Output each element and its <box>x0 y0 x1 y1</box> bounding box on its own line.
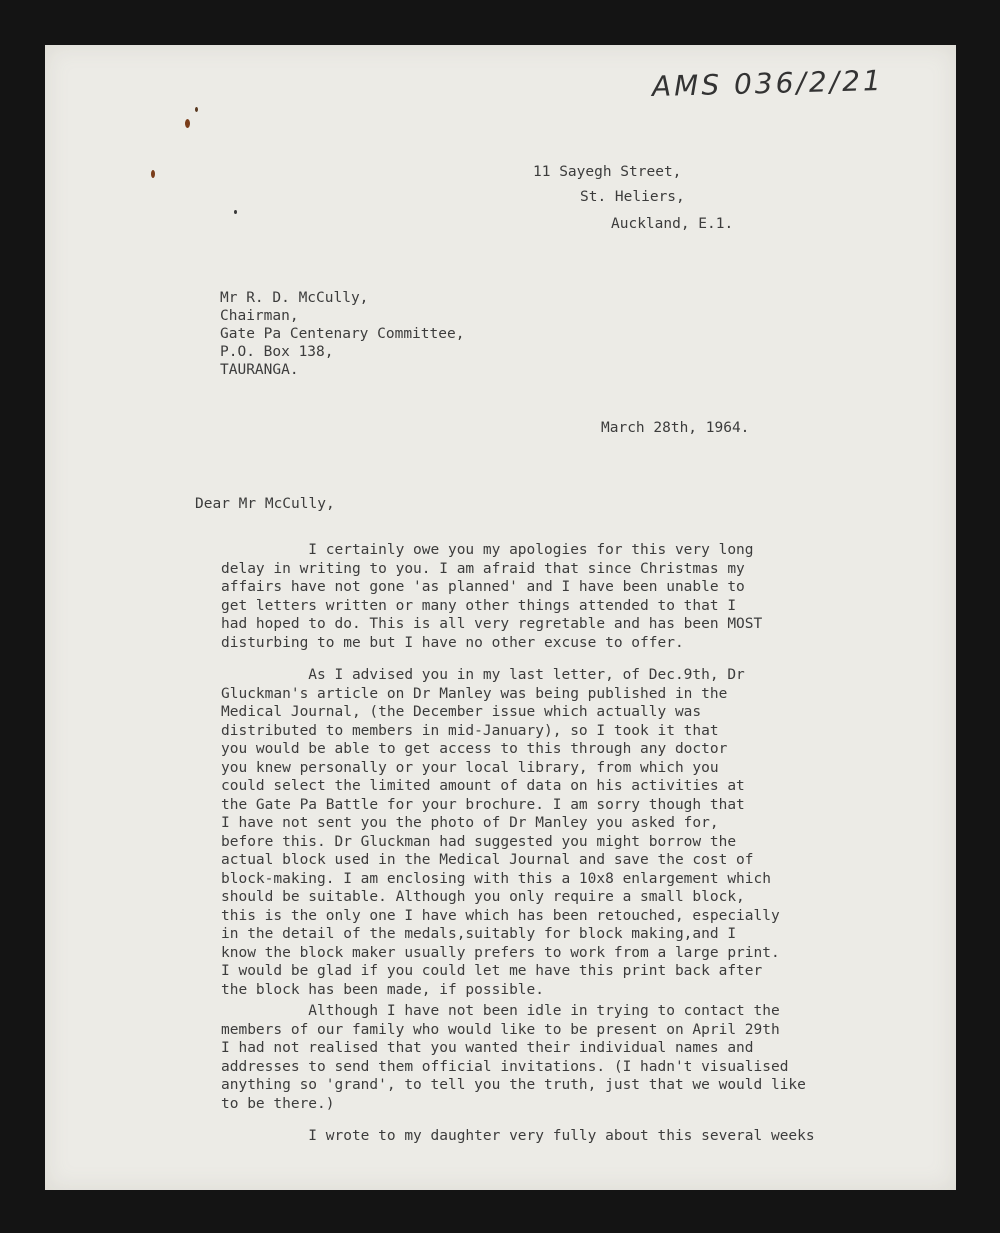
body-line: affairs have not gone 'as planned' and I have been unable to <box>221 579 745 595</box>
address-line: St. Heliers, <box>580 189 685 205</box>
body-line: delay in writing to you. I am afraid that since Christmas my <box>221 560 745 577</box>
body-line: the Gate Pa Battle for your brochure. I am sorry though that <box>221 796 745 813</box>
body-line: As I advised you in my last letter, of Dec.9th, Dr <box>221 667 745 683</box>
address-line: 11 Sayegh Street, <box>533 164 682 180</box>
body-line: could select the limited amount of data on his activities at <box>221 778 745 794</box>
ink-mark <box>185 119 190 128</box>
body-line: to be there.) <box>221 1095 335 1112</box>
body-line: I certainly owe you my apologies for this very long <box>221 542 754 558</box>
body-line: you would be able to get access to this through any doctor <box>221 741 728 757</box>
body-line: members of our family who would like to be present on April 29th <box>221 1021 780 1038</box>
recipient-line: Gate Pa Centenary Committee, <box>220 326 465 342</box>
body-line: Gluckman's article on Dr Manley was being published in the <box>221 685 728 702</box>
body-line: before this. Dr Gluckman had suggested you might borrow the <box>221 833 737 850</box>
body-line: I had not realised that you wanted their individual names and <box>221 1040 754 1056</box>
body-line: the block has been made, if possible. <box>221 981 545 998</box>
address-line: Auckland, E.1. <box>611 216 734 232</box>
body-line: I would be glad if you could let me have this print back after <box>221 963 763 979</box>
archive-reference: AMS 036/2/21 <box>651 63 885 104</box>
body-line: I have not sent you the photo of Dr Manley you asked for, <box>221 815 719 831</box>
salutation: Dear Mr McCully, <box>195 496 335 512</box>
letter-page <box>45 45 956 1190</box>
recipient-line: Chairman, <box>220 308 299 324</box>
ink-mark <box>151 170 155 178</box>
body-line: you knew personally or your local library, from which you <box>221 759 719 776</box>
body-line: know the block maker usually prefers to work from a large print. <box>221 944 780 961</box>
body-line: anything so 'grand', to tell you the truth, just that we would like <box>221 1077 806 1093</box>
body-line: actual block used in the Medical Journal and save the cost of <box>221 852 754 868</box>
ink-mark <box>234 210 237 214</box>
body-line: block-making. I am enclosing with this a 10x8 enlargement which <box>221 870 771 887</box>
body-line: should be suitable. Although you only require a small block, <box>221 889 745 905</box>
body-line: in the detail of the medals,suitably for block making,and I <box>221 926 737 942</box>
body-line: had hoped to do. This is all very regretable and has been MOST <box>221 616 763 632</box>
body-line: this is the only one I have which has been retouched, especially <box>221 907 780 924</box>
body-line: get letters written or many other things attended to that I <box>221 597 737 614</box>
body-line: Medical Journal, (the December issue which actually was <box>221 704 702 720</box>
body-line: distributed to members in mid-January), so I took it that <box>221 722 719 739</box>
ink-mark <box>195 107 198 112</box>
body-line: I wrote to my daughter very fully about this several weeks <box>221 1128 815 1144</box>
body-line: Although I have not been idle in trying to contact the <box>221 1003 780 1019</box>
body-line: disturbing to me but I have no other excuse to offer. <box>221 634 684 651</box>
letter-date: March 28th, 1964. <box>601 420 750 436</box>
recipient-line: TAURANGA. <box>220 362 299 378</box>
recipient-line: P.O. Box 138, <box>220 344 334 360</box>
recipient-line: Mr R. D. McCully, <box>220 290 369 306</box>
body-line: addresses to send them official invitations. (I hadn't visualised <box>221 1058 789 1075</box>
